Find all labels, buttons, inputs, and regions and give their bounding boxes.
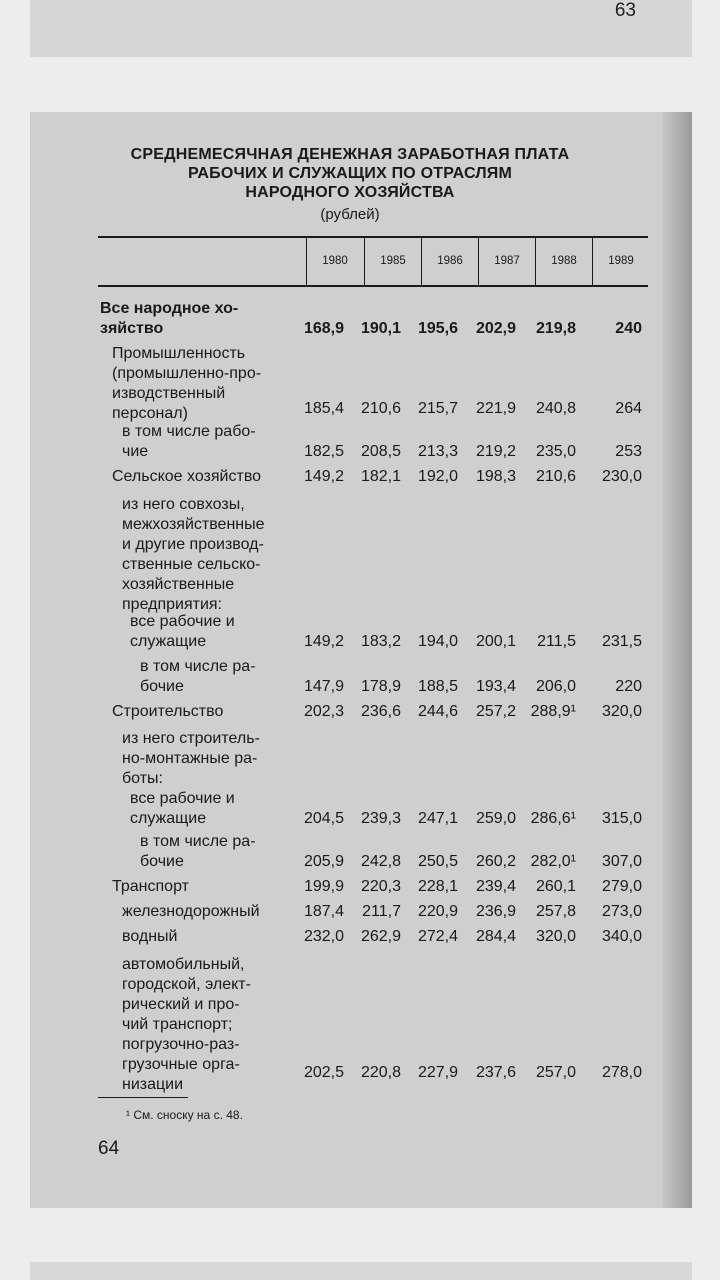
footnote-rule xyxy=(98,1097,188,1098)
table-cell: 257,0 xyxy=(535,1064,576,1081)
year-header: 1988 xyxy=(551,255,577,267)
table-unit: (рублей) xyxy=(320,206,380,223)
table-cell: 239,3 xyxy=(360,810,401,827)
row-label: из него строитель- но-монтажные ра- боты: xyxy=(122,730,260,787)
table-cell: 192,0 xyxy=(417,468,458,485)
table-cell: 242,8 xyxy=(360,853,401,870)
table-cell: 250,5 xyxy=(417,853,458,870)
row-label: из него совхозы, межхозяйственные и другие производ- ственные сельско- хозяйственные предприятия: xyxy=(122,496,265,613)
table-cell: 227,9 xyxy=(417,1064,458,1081)
table-cell: 178,9 xyxy=(360,678,401,695)
table-cell: 257,2 xyxy=(475,703,516,720)
table-cell: 194,0 xyxy=(417,633,458,650)
table-cell: 205,9 xyxy=(303,853,344,870)
table-cell: 236,9 xyxy=(475,903,516,920)
table-cell: 215,7 xyxy=(417,400,458,417)
table-cell: 247,1 xyxy=(417,810,458,827)
table-cell: 220,3 xyxy=(360,878,401,895)
table-cell: 202,9 xyxy=(475,320,516,337)
row-label: в том числе ра- бочие xyxy=(140,658,256,695)
row-label: в том числе ра- бочие xyxy=(140,833,256,870)
page-binding-shadow xyxy=(662,112,692,1208)
table-cell: 220 xyxy=(615,678,642,695)
table-cell: 282,0¹ xyxy=(530,853,576,870)
table-cell: 206,0 xyxy=(535,678,576,695)
previous-page-fragment xyxy=(30,0,692,57)
year-header: 1980 xyxy=(322,255,348,267)
table-cell: 260,2 xyxy=(475,853,516,870)
table-cell: 278,0 xyxy=(601,1064,642,1081)
table-cell: 253 xyxy=(615,443,642,460)
year-header: 1986 xyxy=(437,255,463,267)
table-cell: 228,1 xyxy=(417,878,458,895)
table-cell: 273,0 xyxy=(601,903,642,920)
table-cell: 232,0 xyxy=(303,928,344,945)
table-cell: 219,2 xyxy=(475,443,516,460)
row-label: Транспорт xyxy=(112,878,189,895)
table-cell: 210,6 xyxy=(535,468,576,485)
table-cell: 208,5 xyxy=(360,443,401,460)
year-header: 1987 xyxy=(494,255,520,267)
next-page-fragment xyxy=(30,1262,692,1280)
previous-page-number: 63 xyxy=(614,0,636,21)
row-label: автомобильный, городской, элект- рический и про- чий транспорт; погрузочно-раз- грузочные орга- низации xyxy=(122,956,251,1093)
table-cell: 187,4 xyxy=(303,903,344,920)
row-label: Строительство xyxy=(112,703,224,720)
header-bottom-rule xyxy=(98,285,648,287)
table-cell: 262,9 xyxy=(360,928,401,945)
table-cell: 279,0 xyxy=(601,878,642,895)
table-cell: 198,3 xyxy=(475,468,516,485)
row-label: все рабочие и служащие xyxy=(130,790,235,827)
table-cell: 199,9 xyxy=(303,878,344,895)
table-cell: 211,7 xyxy=(362,903,401,920)
table-cell: 230,0 xyxy=(601,468,642,485)
row-label: в том числе рабо- чие xyxy=(122,423,256,460)
table-cell: 237,6 xyxy=(475,1064,516,1081)
table-title xyxy=(70,145,630,202)
table-cell: 182,1 xyxy=(360,468,401,485)
row-label: Все народное хо- зяйство xyxy=(100,300,239,337)
year-header: 1985 xyxy=(380,255,406,267)
table-cell: 185,4 xyxy=(303,400,344,417)
table-cell: 244,6 xyxy=(417,703,458,720)
page-number: 64 xyxy=(98,1138,120,1159)
table-cell: 195,6 xyxy=(417,320,458,337)
row-label: железнодорожный xyxy=(122,903,260,920)
table-cell: 236,6 xyxy=(360,703,401,720)
table-cell: 320,0 xyxy=(535,928,576,945)
table-cell: 272,4 xyxy=(417,928,458,945)
table-cell: 315,0 xyxy=(601,810,642,827)
footnote: ¹ См. сноску на с. 48. xyxy=(126,1108,243,1122)
table-cell: 204,5 xyxy=(303,810,344,827)
table-cell: 202,3 xyxy=(303,703,344,720)
table-cell: 183,2 xyxy=(360,633,401,650)
table-cell: 239,4 xyxy=(475,878,516,895)
row-label: Сельское хозяйство xyxy=(112,468,262,485)
table-cell: 149,2 xyxy=(303,633,344,650)
table-cell: 219,8 xyxy=(535,320,576,337)
table-cell: 190,1 xyxy=(360,320,401,337)
table-cell: 307,0 xyxy=(601,853,642,870)
table-cell: 286,6¹ xyxy=(530,810,576,827)
table-cell: 149,2 xyxy=(303,468,344,485)
table-cell: 213,3 xyxy=(417,443,458,460)
table-cell: 221,9 xyxy=(475,400,516,417)
row-label: все рабочие и служащие xyxy=(130,613,235,650)
table-cell: 200,1 xyxy=(475,633,516,650)
header-top-rule xyxy=(98,236,648,238)
table-cell: 240,8 xyxy=(535,400,576,417)
table-cell: 264 xyxy=(615,400,642,417)
table-cell: 260,1 xyxy=(535,878,576,895)
table-cell: 257,8 xyxy=(535,903,576,920)
table-cell: 202,5 xyxy=(303,1064,344,1081)
table-cell: 340,0 xyxy=(601,928,642,945)
table-cell: 168,9 xyxy=(303,320,344,337)
table-cell: 220,9 xyxy=(417,903,458,920)
table-cell: 231,5 xyxy=(601,633,642,650)
table-cell: 188,5 xyxy=(417,678,458,695)
row-label: Промышленность (промышленно-про- изводственный персонал) xyxy=(112,345,262,422)
table-cell: 220,8 xyxy=(360,1064,401,1081)
table-cell: 288,9¹ xyxy=(530,703,576,720)
table-cell: 259,0 xyxy=(475,810,516,827)
table-title-text: СРЕДНЕМЕСЯЧНАЯ ДЕНЕЖНАЯ ЗАРАБОТНАЯ ПЛАТА РАБОЧИХ И СЛУЖАЩИХ ПО ОТРАСЛЯМ НАРОДНОГО ХОЗЯЙСТВА xyxy=(130,146,570,201)
table-cell: 182,5 xyxy=(303,443,344,460)
table-cell: 193,4 xyxy=(475,678,516,695)
table-cell: 147,9 xyxy=(303,678,344,695)
table-cell: 240 xyxy=(615,320,642,337)
row-label: водный xyxy=(122,928,178,945)
table-cell: 284,4 xyxy=(475,928,516,945)
table-cell: 235,0 xyxy=(535,443,576,460)
table-cell: 320,0 xyxy=(601,703,642,720)
table-cell: 211,5 xyxy=(537,633,576,650)
year-header: 1989 xyxy=(608,255,634,267)
table-cell: 210,6 xyxy=(360,400,401,417)
